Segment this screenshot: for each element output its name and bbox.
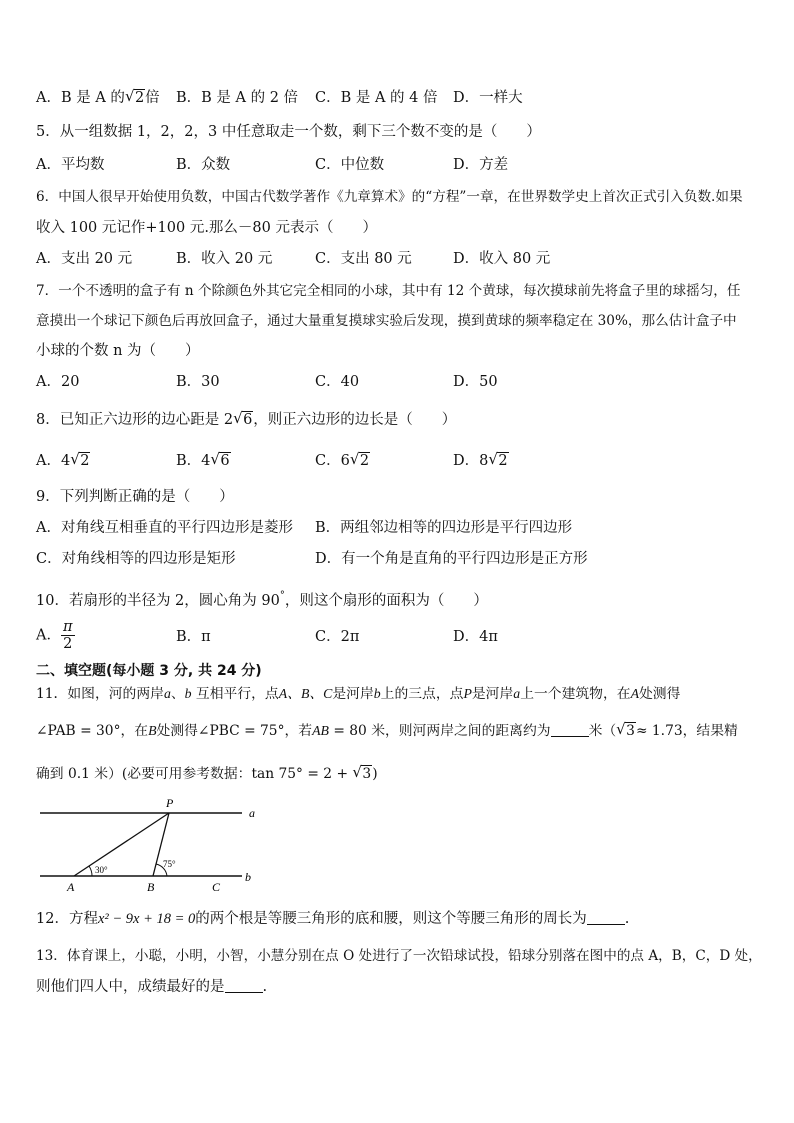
label-point-b: B	[147, 880, 155, 894]
answer-blank	[225, 978, 263, 993]
q6-option-b: B．收入 20 元	[176, 251, 273, 267]
q9-option-c: C．对角线相等的四边形是矩形	[36, 551, 236, 567]
q7-option-b: B．30	[176, 374, 220, 390]
q8-option-d: D．8√ 2	[453, 451, 509, 471]
q5-option-d: D．方差	[453, 157, 509, 173]
q4-option-d: D．一样大	[453, 90, 523, 106]
q10-option-d: D．4π	[453, 629, 498, 645]
q9-option-d: D．有一个角是直角的平行四边形是正方形	[315, 551, 588, 567]
q13-line2: 则他们四人中，成绩最好的是 .	[36, 979, 268, 995]
label-p: P	[166, 796, 174, 810]
fraction: $\frac{\pi}{2}$	[62, 619, 73, 652]
label-b: b	[245, 870, 251, 884]
q12-stem: 12．方程x² − 9x + 18 = 0的两个根是等腰三角形的底和腰，则这个等腰三角形的周长为 .	[36, 911, 630, 927]
q8-option-b: B．4√ 6	[176, 451, 231, 471]
q7-option-d: D．50	[453, 374, 498, 390]
q5-option-a: A．平均数	[36, 157, 105, 173]
q7-stem-line3: 小球的个数 n 为（ ）	[36, 343, 200, 359]
sqrt-symbol: √ 6	[233, 410, 253, 430]
angle-arc-30	[89, 866, 92, 876]
q6-stem-line2: 收入 100 元记作+100 元.那么－80 元表示（ ）	[36, 220, 377, 236]
angle-label-30: 30°	[95, 865, 108, 875]
q10-option-b: B．π	[176, 629, 211, 645]
q5-option-b: B．众数	[176, 157, 231, 173]
q9-option-a: A．对角线互相垂直的平行四边形是菱形	[36, 520, 293, 536]
q6-stem-line1: 6．中国人很早开始使用负数，中国古代数学著作《九章算术》的“方程”一章，在世界数学史上首次正式引入负数.如果	[36, 189, 743, 205]
answer-blank	[551, 722, 589, 737]
label-point-c: C	[212, 880, 221, 894]
q9-stem: 9．下列判断正确的是（ ）	[36, 489, 234, 505]
label-point-a: A	[67, 880, 75, 894]
sqrt-symbol: √ 3	[616, 721, 636, 741]
q8-option-c: C．6√ 2	[315, 451, 370, 471]
q10-stem: 10．若扇形的半径为 2，圆心角为 90°，则这个扇形的面积为（ ）	[36, 590, 488, 609]
q11-line2: ∠PAB = 30°，在B处测得∠PBC = 75°，若AB = 80 米，则河两岸之间的距离约为 米（√ 3≈ 1.73，结果精	[36, 721, 738, 741]
q7-stem-line2: 意摸出一个球记下颜色后再放回盒子，通过大量重复摸球实验后发现，摸到黄球的频率稳定在 30%，那么估计盒子中	[36, 313, 737, 329]
q4-option-c: C．B 是 A 的 4 倍	[315, 90, 438, 106]
q8-stem: 8．已知正六边形的边心距是 2√ 6，则正六边形的边长是（ ）	[36, 410, 456, 430]
label-a: a	[249, 806, 255, 820]
q4-option-b: B．B 是 A 的 2 倍	[176, 90, 299, 106]
sqrt-symbol: √ 3	[352, 764, 372, 784]
angle-label-75: 75°	[163, 859, 176, 869]
q11-line1: 11．如图，河的两岸a、b 互相平行，点A、B、C是河岸b上的三点，点P是河岸a上一个建筑物，在A处测得	[36, 686, 681, 702]
q11-line3: 确到 0.1 米）(必要可用参考数据：tan 75° = 2 + √ 3)	[36, 764, 378, 784]
q10-option-a: A． $\frac{\pi}{2}$	[36, 619, 73, 652]
q6-option-a: A．支出 20 元	[36, 251, 133, 267]
q6-option-d: D．收入 80 元	[453, 251, 551, 267]
q6-option-c: C．支出 80 元	[315, 251, 412, 267]
q10-option-c: C．2π	[315, 629, 360, 645]
q8-option-a: A．4√ 2	[36, 451, 90, 471]
answer-blank	[587, 910, 625, 925]
q5-option-c: C．中位数	[315, 157, 385, 173]
river-figure	[36, 794, 266, 894]
q7-option-c: C．40	[315, 374, 360, 390]
q5-stem: 5．从一组数据 1，2，2，3 中任意取走一个数，剩下三个数不变的是（ ）	[36, 124, 541, 140]
q4-option-a: A．B 是 A 的√ 2倍	[36, 88, 160, 108]
q9-option-b: B．两组邻边相等的四边形是平行四边形	[315, 520, 573, 536]
q13-line1: 13．体育课上，小聪，小明，小智，小慧分别在点 O 处进行了一次铅球试投，铅球分别落在图中的点 A，B，C，D 处，	[36, 948, 762, 964]
q7-option-a: A．20	[36, 374, 80, 390]
sqrt-symbol: √ 2	[125, 88, 145, 108]
q7-stem-line1: 7．一个不透明的盒子有 n 个除颜色外其它完全相同的小球，其中有 12 个黄球，每次摸球前先将盒子里的球摇匀，任	[36, 283, 741, 299]
section-heading: 二、填空题(每小题 3 分, 共 24 分)	[36, 663, 262, 679]
